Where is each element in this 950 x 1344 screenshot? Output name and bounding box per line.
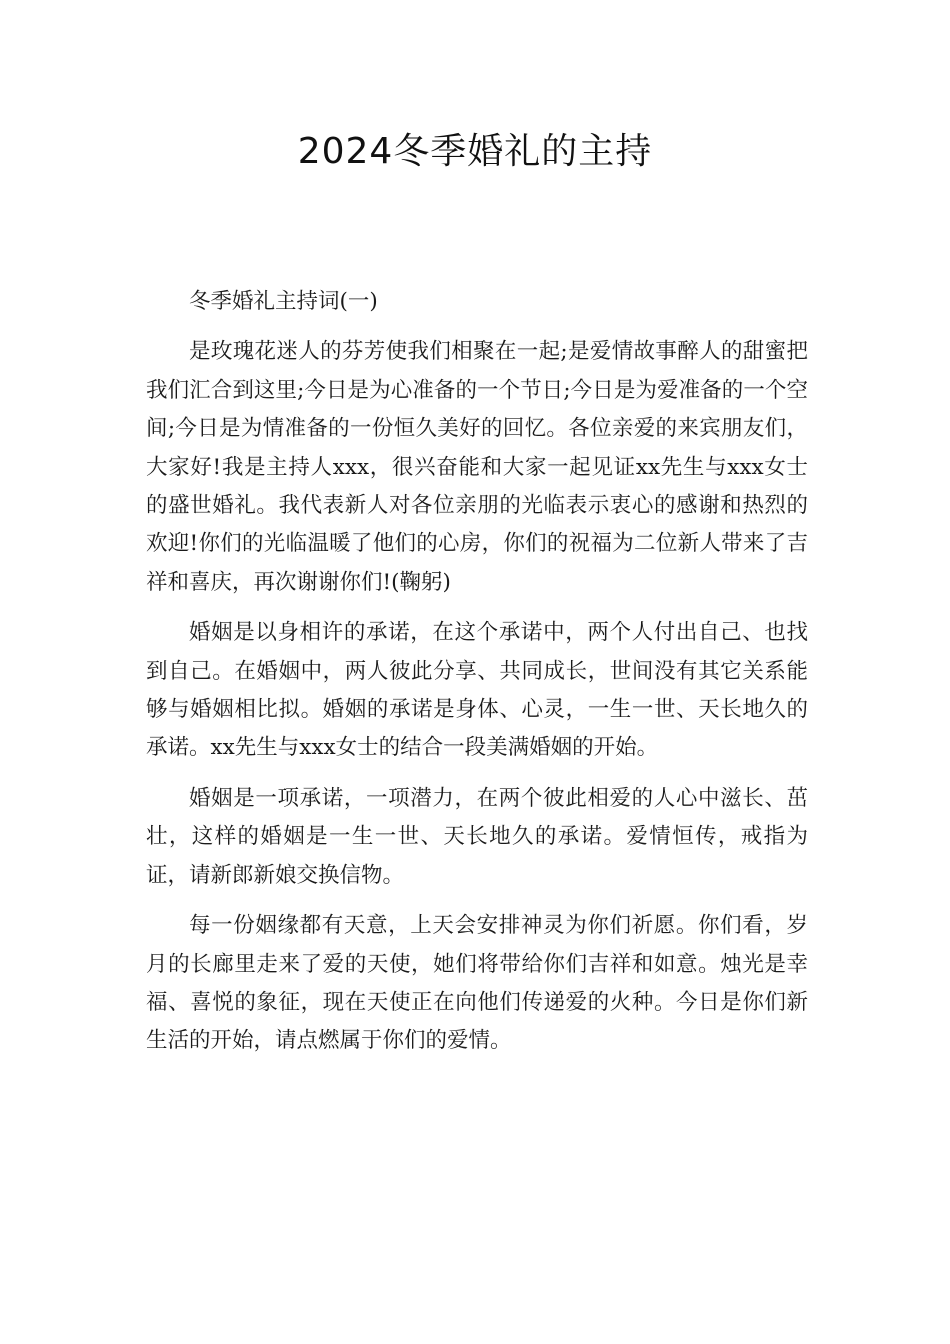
section-heading: 冬季婚礼主持词(一) xyxy=(189,289,378,314)
paragraph: 每一份姻缘都有天意，上天会安排神灵为你们祈愿。你们看，岁月的长廊里走来了爱的天使，她们将带给你们吉祥和如意。烛光是幸福、喜悦的象征，现在天使正在向他们传递爱的火种。今日是你们新生活的开始，请点燃属于你们的爱情。 xyxy=(146,913,808,1054)
document-body xyxy=(146,283,808,1073)
document-title: 2024冬季婚礼的主持 xyxy=(297,131,653,172)
paragraph: 婚姻是一项承诺，一项潜力，在两个彼此相爱的人心中滋长、茁壮，这样的婚姻是一生一世、天长地久的承诺。爱情恒传，戒指为证，请新郎新娘交换信物。 xyxy=(146,785,808,888)
paragraph: 是玫瑰花迷人的芬芳使我们相聚在一起;是爱情故事醉人的甜蜜把我们汇合到这里;今日是为心准备的一个节日;今日是为爱准备的一个空间;今日是为情准备的一份恒久美好的回忆。各位亲爱的来宾朋友们，大家好!我是主持人xxx，很兴奋能和大家一起见证xx先生与xxx女士的盛世婚礼。我代表新人对各位亲朋的光临表示衷心的感谢和热烈的欢迎!你们的光临温暖了他们的心房，你们的祝福为二位新人带来了吉祥和喜庆，再次谢谢你们!(鞠躬) xyxy=(146,339,808,595)
paragraph: 婚姻是以身相许的承诺，在这个承诺中，两个人付出自己、也找到自己。在婚姻中，两人彼此分享、共同成长，世间没有其它关系能够与婚姻相比拟。婚姻的承诺是身体、心灵，一生一世、天长地久的承诺。xx先生与xxx女士的结合一段美满婚姻的开始。 xyxy=(146,620,808,761)
